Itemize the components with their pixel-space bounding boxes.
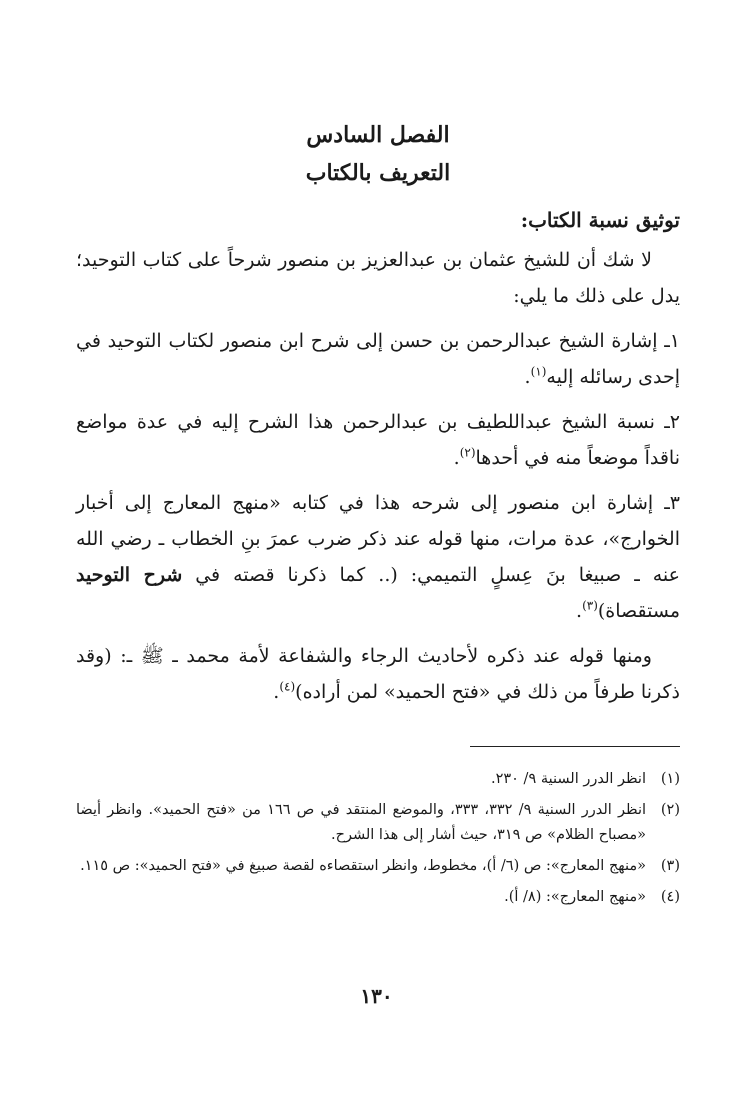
chapter-subtitle: التعريف بالكتاب: [305, 160, 451, 186]
footnote-number: (١): [660, 771, 680, 787]
footnote-ref-1[interactable]: (١): [530, 364, 547, 379]
footnote-text: انظر الدرر السنية ٩/ ٢٣٠.: [490, 771, 646, 787]
point-1-paragraph: [76, 323, 680, 395]
footnote-item: [76, 767, 680, 792]
point-4-text: ومنها قوله عند ذكره لأحاديث الرجاء والشفاعة لأمة محمد ـ ﷺ ـ: (وقد ذكرنا طرفاً من ذلك في «فتح الحميد» لمن أراده): [76, 645, 680, 703]
footnote-ref-4[interactable]: (٤): [279, 679, 296, 694]
point-3-tail: مستقصاة): [597, 600, 680, 622]
section-heading: توثيق نسبة الكتاب:: [520, 208, 680, 232]
chapter-number-title: الفصل السادس: [306, 122, 450, 148]
footnote-text: «منهج المعارج»: ص (٦/ أ)، مخطوط، وانظر استقصاءه لقصة صبيغ في «فتح الحميد»: ص ١١٥.: [80, 858, 646, 874]
footnote-number: (٣): [660, 858, 680, 874]
footnotes-section: [76, 767, 680, 910]
footnote-divider: [470, 746, 680, 747]
footnote-number: (٢): [660, 802, 680, 818]
point-3-bold-title: شرح التوحيد: [76, 564, 183, 586]
footnote-number: (٤): [660, 889, 680, 905]
footnote-item: [76, 854, 680, 879]
point-2-paragraph: [76, 404, 680, 476]
page-body: [76, 116, 680, 916]
footnote-text: «منهج المعارج»: (٨/ أ).: [504, 889, 646, 905]
point-1-text: ١ـ إشارة الشيخ عبدالرحمن بن حسن إلى شرح ابن منصور لكتاب التوحيد في إحدى رسائله إليه: [76, 330, 680, 388]
point-4-end: .: [273, 681, 280, 703]
footnote-item: [76, 885, 680, 910]
point-2-text: ٢ـ نسبة الشيخ عبداللطيف بن عبدالرحمن هذا الشرح إليه في عدة مواضع ناقداً موضعاً منه في أحدها: [76, 411, 680, 469]
point-3-paragraph: [76, 485, 680, 629]
point-3-end: .: [576, 600, 583, 622]
point-4-paragraph: [76, 638, 680, 710]
point-3-text: ٣ـ إشارة ابن منصور إلى شرحه هذا في كتابه «منهج المعارج إلى أخبار الخوارج»، عدة مرات، منها قوله عند ذكر ضرب عمرَ بنِ الخطاب ـ رضي الله عنه ـ صبيغا بنَ عِسلٍ التميمي: (.. كما ذكرنا قصته في: [76, 492, 680, 586]
footnote-text: انظر الدرر السنية ٩/ ٣٣٢، ٣٣٣، والموضع المنتقد في ص ١٦٦ من «فتح الحميد». وانظر أيضا «مصباح الظلام» ص ٣١٩، حيث أشار إلى هذا الشرح.: [76, 802, 647, 843]
point-1-end: .: [524, 366, 531, 388]
point-2-end: .: [453, 447, 460, 469]
intro-paragraph: [76, 242, 680, 314]
intro-text: لا شك أن للشيخ عثمان بن عبدالعزيز بن منصور شرحاً على كتاب التوحيد؛ يدل على ذلك ما يلي:: [76, 249, 680, 307]
footnote-ref-3[interactable]: (٣): [582, 598, 598, 613]
footnote-item: [76, 798, 680, 848]
footnote-ref-2[interactable]: (٢): [459, 445, 476, 460]
page-number: ١٣٠: [360, 984, 393, 1008]
